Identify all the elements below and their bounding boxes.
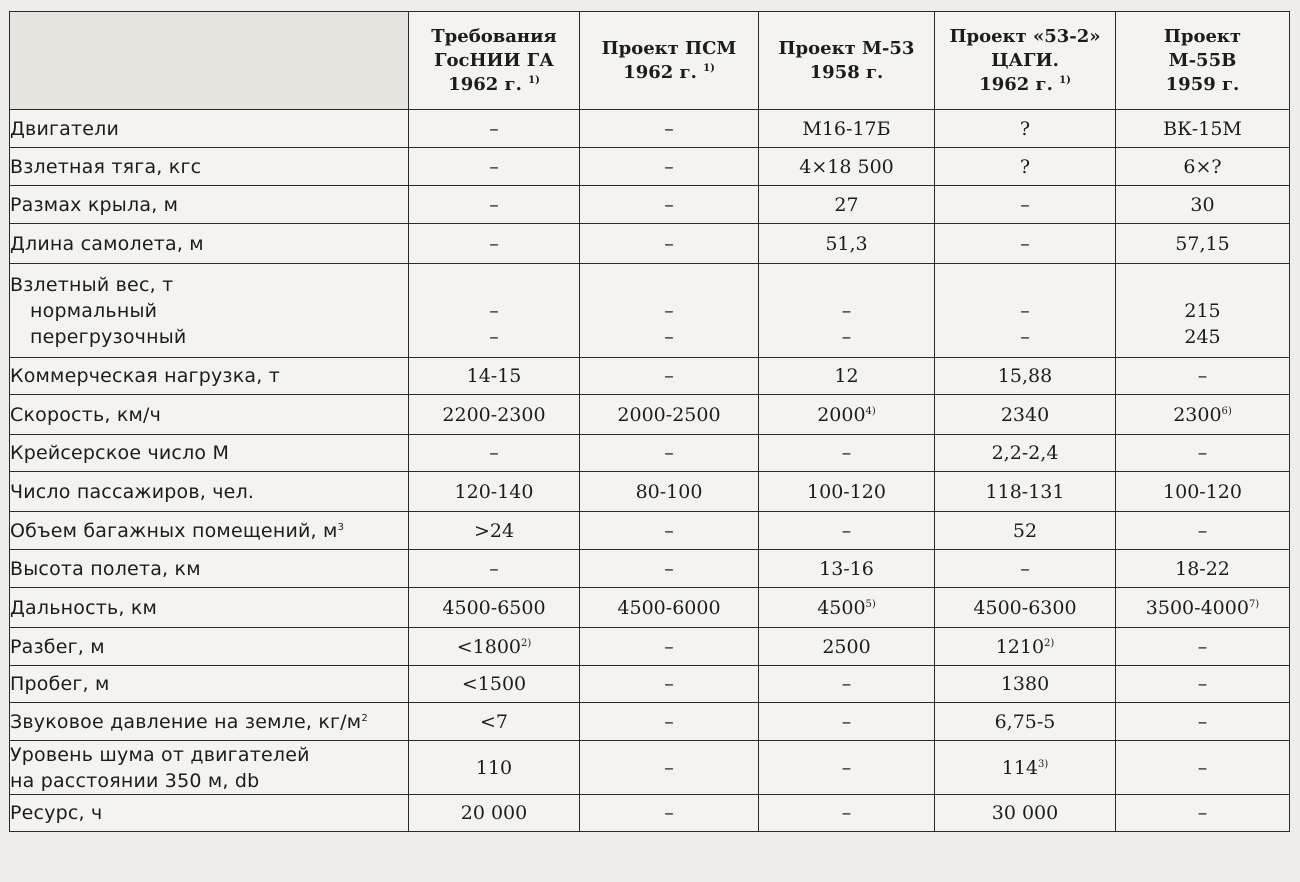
table-cell (409, 666, 580, 703)
table-cell (935, 666, 1116, 703)
cell-value: – (1197, 756, 1208, 779)
cell-value: 1210 (995, 635, 1045, 658)
table-cell (759, 472, 935, 512)
cell-value: 80-100 (635, 480, 703, 503)
table-cell (935, 703, 1116, 741)
table-cell (1116, 395, 1290, 435)
column-header-line: ЦАГИ. (991, 49, 1059, 71)
table-row (10, 110, 1290, 148)
row-label (10, 224, 409, 264)
table-cell (1116, 795, 1290, 832)
header-row (10, 12, 1290, 110)
column-header-line: Проект М-53 (778, 37, 915, 59)
table-cell (1116, 666, 1290, 703)
row-label (10, 148, 409, 186)
column-header-year-line (935, 73, 1115, 97)
cell-value: 215 (1184, 299, 1221, 322)
table-row (10, 795, 1290, 832)
table-cell (409, 358, 580, 395)
table-cell (1116, 472, 1290, 512)
cell-spacer (935, 272, 1115, 298)
column-header-year: 1959 г. (1165, 73, 1240, 95)
cell-value: 4×18 500 (799, 155, 894, 178)
cell-value: – (664, 117, 674, 140)
cell-value: 2300 (1173, 403, 1222, 426)
table-cell (409, 472, 580, 512)
cell-value: 3500-4000 (1145, 596, 1249, 619)
cell-value: 14-15 (466, 365, 522, 387)
table-cell (759, 224, 935, 264)
cell-value: – (841, 802, 852, 824)
table-cell (409, 741, 580, 795)
row-label (10, 110, 409, 148)
cell-value: 51,3 (825, 232, 868, 255)
column-header-line: ГосНИИ ГА (434, 49, 554, 71)
table-cell (580, 186, 759, 224)
row-label-text: Число пассажиров, чел. (10, 480, 255, 503)
cell-value: – (664, 673, 674, 695)
column-header-4 (935, 12, 1116, 110)
table-cell (935, 186, 1116, 224)
table-cell (409, 588, 580, 628)
row-label (10, 703, 409, 741)
cell-value: – (1020, 232, 1030, 255)
row-label-text: Длина самолета, м (10, 232, 204, 255)
cell-value: – (841, 299, 852, 322)
row-label (10, 472, 409, 512)
footnote-mark: 1) (703, 62, 715, 74)
table-row (10, 741, 1290, 795)
cell-value: 30 (1190, 193, 1215, 216)
table-cell (1116, 703, 1290, 741)
cell-value: 57,15 (1175, 232, 1230, 255)
cell-spacer (1116, 272, 1289, 298)
table-row (10, 472, 1290, 512)
cell-value: – (489, 193, 499, 216)
table-row (10, 628, 1290, 666)
cell-value: <1800 (456, 635, 521, 658)
table-cell (580, 512, 759, 550)
column-header-year: 1962 г. (623, 61, 697, 83)
row-label-text: Скорость, км/ч (10, 403, 162, 426)
cell-value: – (1197, 802, 1208, 824)
table-row (10, 395, 1290, 435)
footnote-mark: 3) (1038, 758, 1049, 770)
table-cell (1116, 741, 1290, 795)
table-cell (935, 588, 1116, 628)
column-header-year-line (409, 73, 579, 97)
table-row (10, 512, 1290, 550)
unit-exponent: 3 (337, 521, 345, 533)
table-cell (1116, 512, 1290, 550)
table-cell (759, 588, 935, 628)
column-header-year-line (1116, 73, 1289, 97)
cell-spacer (759, 272, 934, 298)
cell-value: – (664, 756, 674, 779)
table-cell (580, 395, 759, 435)
cell-spacer (580, 272, 758, 298)
cell-value: – (664, 299, 674, 322)
cell-value: 100-120 (807, 480, 886, 503)
column-header-year-line (759, 61, 934, 85)
table-cell (580, 264, 759, 358)
cell-value: 120-140 (454, 480, 534, 503)
table-cell (1116, 550, 1290, 588)
table-cell (759, 110, 935, 148)
cell-value: – (841, 519, 852, 542)
cell-value: – (489, 232, 499, 255)
row-label (10, 550, 409, 588)
row-label (10, 395, 409, 435)
cell-value: 30 000 (991, 802, 1059, 824)
table-cell (759, 435, 935, 472)
cell-value: 12 (834, 365, 859, 387)
cell-value: 4500-6300 (973, 596, 1077, 619)
row-label (10, 795, 409, 832)
table-cell (1116, 110, 1290, 148)
cell-value: – (664, 635, 674, 658)
row-label-text: Разбег, м (10, 635, 105, 658)
cell-value: – (1197, 710, 1208, 733)
table-cell (759, 666, 935, 703)
cell-value: – (489, 155, 499, 178)
table-cell (759, 395, 935, 435)
table-cell (759, 148, 935, 186)
row-label-text: Крейсерское число М (10, 442, 230, 464)
cell-value: >24 (473, 519, 515, 542)
table-row (10, 435, 1290, 472)
column-header-line: Проект (1163, 25, 1242, 47)
table-cell (1116, 588, 1290, 628)
table-row (10, 588, 1290, 628)
row-label-text: Коммерческая нагрузка, т (10, 365, 281, 387)
cell-value: – (489, 557, 499, 580)
row-label (10, 435, 409, 472)
cell-value: – (1020, 299, 1030, 322)
cell-value: 2000 (817, 403, 866, 426)
column-header-line: М-55В (1168, 49, 1237, 71)
cell-value: – (664, 232, 674, 255)
cell-value: – (489, 299, 499, 322)
table-cell (409, 110, 580, 148)
column-header-line: Проект ПСМ (601, 37, 737, 59)
table-cell (935, 550, 1116, 588)
table-row (10, 358, 1290, 395)
table-cell (580, 666, 759, 703)
cell-value: – (664, 365, 674, 387)
cell-value: 4500-6000 (617, 596, 721, 619)
footnote-mark: 5) (865, 598, 876, 610)
cell-value: – (1197, 442, 1208, 464)
table-header (10, 12, 1290, 110)
cell-value: – (1020, 193, 1030, 216)
cell-value: 118-131 (985, 480, 1065, 503)
cell-value: 6,75-5 (994, 710, 1056, 733)
table-cell (759, 550, 935, 588)
table-cell (1116, 186, 1290, 224)
cell-value: – (489, 117, 499, 140)
row-label-text: Объем багажных помещений, м (10, 519, 338, 542)
column-header-year: 1958 г. (809, 61, 884, 83)
row-label-text: Взлетный вес, т (10, 273, 174, 296)
cell-value: – (1197, 673, 1208, 695)
row-label (10, 264, 409, 358)
table-cell (759, 703, 935, 741)
row-label (10, 741, 409, 795)
row-sublabel: перегрузочный (30, 325, 187, 348)
cell-value: <7 (479, 710, 508, 733)
table-cell (935, 435, 1116, 472)
column-header-year-line (580, 61, 758, 85)
footnote-mark: 7) (1248, 598, 1260, 610)
row-label (10, 358, 409, 395)
row-label-text-line2: на расстоянии 350 м, db (10, 769, 260, 792)
column-header-year: 1962 г. (448, 73, 522, 95)
table-cell (935, 472, 1116, 512)
table-cell (580, 795, 759, 832)
table-row (10, 186, 1290, 224)
row-label (10, 512, 409, 550)
table-cell (935, 148, 1116, 186)
cell-value: 15,88 (997, 365, 1053, 387)
cell-value: – (664, 802, 674, 824)
row-label (10, 666, 409, 703)
cell-value: 18-22 (1175, 557, 1230, 580)
row-sublabel: нормальный (30, 299, 158, 322)
column-header-year: 1962 г. (979, 73, 1053, 95)
cell-value: ? (1019, 117, 1031, 140)
table-cell (580, 472, 759, 512)
row-label-text: Пробег, м (10, 673, 110, 695)
table-row (10, 148, 1290, 186)
row-label-text: Ресурс, ч (10, 802, 103, 824)
cell-value: 4500-6500 (442, 596, 546, 619)
cell-spacer (409, 272, 579, 298)
cell-value: – (664, 557, 674, 580)
cell-value: – (489, 442, 499, 464)
footnote-mark: 4) (865, 405, 876, 417)
cell-value: – (1020, 557, 1030, 580)
cell-value: 2200-2300 (442, 403, 546, 426)
header-corner-cell (10, 12, 409, 110)
table-cell (580, 741, 759, 795)
table-row (10, 224, 1290, 264)
table-cell (935, 395, 1116, 435)
table-cell (935, 264, 1116, 358)
table-cell (409, 550, 580, 588)
table-cell (409, 435, 580, 472)
column-header-5 (1116, 12, 1290, 110)
cell-value: – (841, 710, 852, 733)
table-cell (1116, 224, 1290, 264)
row-label-text: Дальность, км (10, 596, 158, 619)
row-label (10, 186, 409, 224)
footnote-mark: 6) (1221, 405, 1232, 417)
footnote-mark: 2) (521, 637, 532, 649)
cell-value: 2500 (822, 635, 871, 658)
cell-value: <1500 (461, 673, 527, 695)
column-header-1 (409, 12, 580, 110)
footnote-mark: 1) (1059, 74, 1071, 86)
cell-value: М16-17Б (802, 117, 891, 140)
cell-value: – (841, 325, 852, 348)
table-cell (409, 148, 580, 186)
footnote-mark: 2) (1044, 637, 1055, 649)
row-label-text: Высота полета, км (10, 557, 201, 580)
table-cell (935, 358, 1116, 395)
table-cell (1116, 435, 1290, 472)
table-cell (580, 224, 759, 264)
column-header-2 (580, 12, 759, 110)
unit-exponent: 2 (361, 712, 368, 724)
cell-value: 100-120 (1163, 480, 1242, 503)
table-cell (759, 628, 935, 666)
table-cell (759, 358, 935, 395)
cell-value: – (664, 193, 674, 216)
cell-value: 52 (1012, 519, 1038, 542)
table-cell (409, 186, 580, 224)
cell-value: – (664, 519, 674, 542)
column-header-line: Проект «53-2» (949, 25, 1101, 47)
cell-value: 245 (1184, 325, 1221, 348)
table-cell (935, 741, 1116, 795)
cell-value: 6×? (1183, 155, 1222, 178)
table-cell (580, 703, 759, 741)
table-cell (1116, 148, 1290, 186)
table-cell (1116, 358, 1290, 395)
cell-value: – (664, 442, 674, 464)
table-cell (580, 358, 759, 395)
cell-value: 27 (834, 193, 859, 216)
table-cell (409, 512, 580, 550)
table-cell (759, 512, 935, 550)
table-cell (759, 741, 935, 795)
cell-value: – (1197, 365, 1208, 387)
table-cell (409, 224, 580, 264)
table-cell (935, 628, 1116, 666)
table-cell (409, 795, 580, 832)
cell-value: 110 (475, 756, 513, 779)
row-label-text: Уровень шума от двигателей (10, 743, 310, 766)
cell-value: – (841, 756, 852, 779)
row-label (10, 628, 409, 666)
cell-value: ВК-15М (1163, 117, 1242, 140)
cell-value: – (1020, 325, 1030, 348)
table-cell (1116, 264, 1290, 358)
table-cell (1116, 628, 1290, 666)
table-row (10, 666, 1290, 703)
table-row (10, 550, 1290, 588)
cell-value: 13-16 (819, 557, 874, 580)
footnote-mark: 1) (528, 74, 540, 86)
table-cell (759, 795, 935, 832)
column-header-3 (759, 12, 935, 110)
cell-value: – (664, 325, 674, 348)
table-cell (759, 186, 935, 224)
column-header-line: Требования (431, 25, 557, 47)
specifications-table (9, 11, 1290, 832)
row-label-text: Звуковое давление на земле, кг/м (10, 710, 362, 733)
table-cell (409, 395, 580, 435)
row-label (10, 588, 409, 628)
table-cell (409, 264, 580, 358)
cell-value: 2340 (1000, 403, 1050, 426)
table-cell (580, 435, 759, 472)
table-row (10, 703, 1290, 741)
cell-value: – (1197, 635, 1208, 658)
cell-value: 2000-2500 (617, 403, 721, 426)
cell-value: ? (1019, 155, 1031, 178)
cell-value: 20 000 (460, 802, 528, 824)
row-label-text: Взлетная тяга, кгс (10, 155, 202, 178)
table-cell (580, 110, 759, 148)
table-cell (935, 224, 1116, 264)
cell-value: – (1197, 519, 1208, 542)
cell-value: – (664, 710, 674, 733)
cell-value: 1380 (1000, 673, 1050, 695)
cell-value: 2,2-2,4 (991, 442, 1059, 464)
cell-value: – (489, 325, 499, 348)
table-row (10, 264, 1290, 358)
table-cell (580, 148, 759, 186)
cell-value: 4500 (817, 596, 866, 619)
table-body (10, 110, 1290, 832)
cell-value: 114 (1001, 756, 1038, 779)
cell-value: – (841, 442, 852, 464)
table-cell (935, 110, 1116, 148)
table-cell (580, 628, 759, 666)
cell-value: – (841, 673, 852, 695)
cell-value: – (664, 155, 674, 178)
row-label-text: Размах крыла, м (10, 193, 179, 216)
table-cell (935, 512, 1116, 550)
table-cell (580, 588, 759, 628)
table-cell (409, 628, 580, 666)
row-label-text: Двигатели (10, 117, 120, 140)
table-cell (580, 550, 759, 588)
table-cell (759, 264, 935, 358)
table-cell (409, 703, 580, 741)
table-cell (935, 795, 1116, 832)
